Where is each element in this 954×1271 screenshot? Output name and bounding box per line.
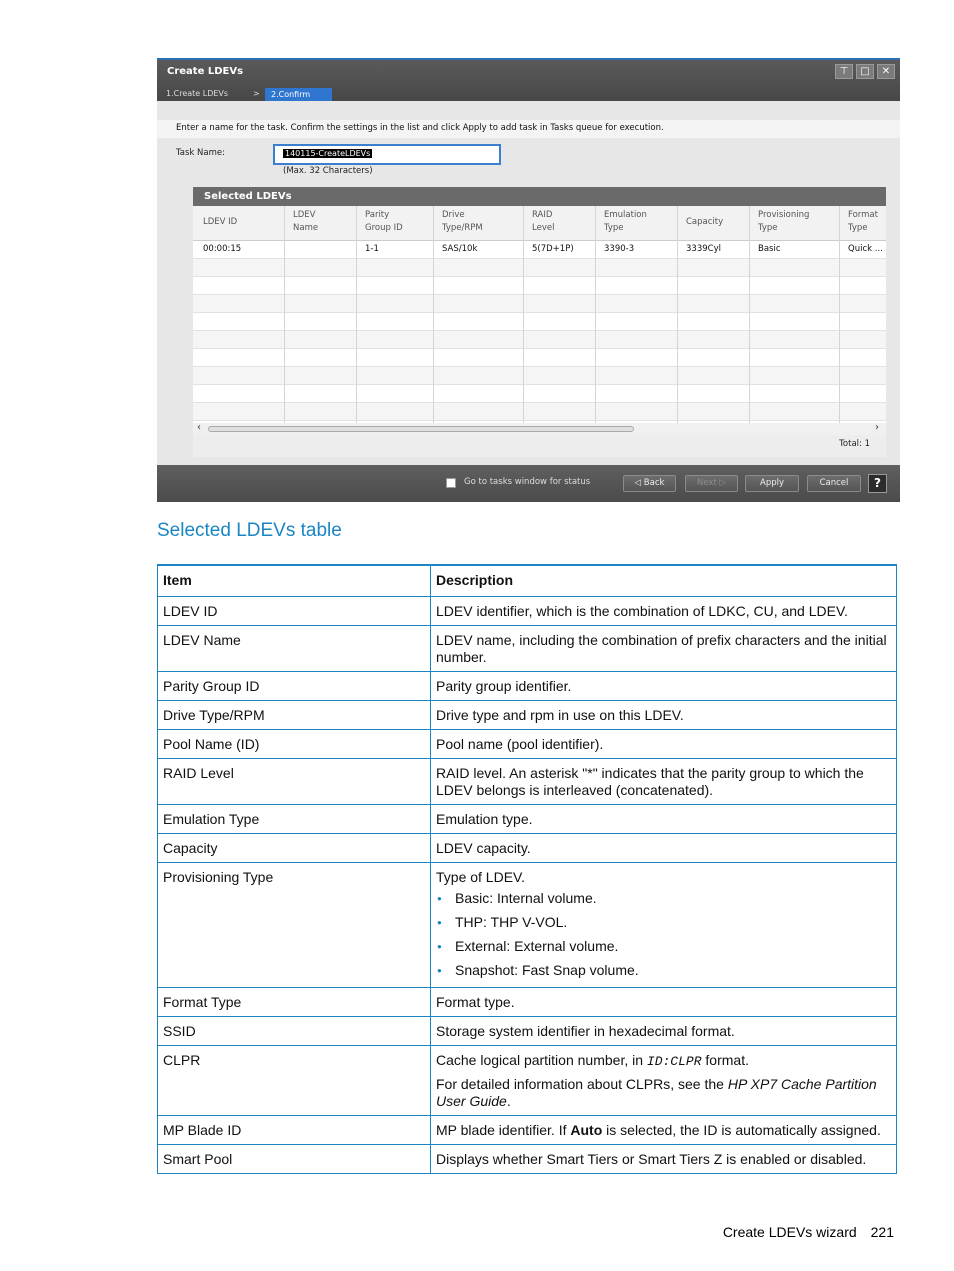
task-name-label: Task Name: <box>176 148 225 158</box>
col-header-emulation-type[interactable] <box>604 209 647 235</box>
col-header-ldev-id[interactable]: LDEV ID <box>203 217 238 227</box>
col-header-line2: Type <box>848 223 868 233</box>
item-cell: RAID Level <box>158 758 431 804</box>
cell-capacity: 3339Cyl <box>686 244 721 254</box>
item-cell: Capacity <box>158 833 431 862</box>
code-text: ID:CLPR <box>646 1053 702 1069</box>
cancel-button[interactable]: Cancel <box>807 475 861 492</box>
col-header-line2: Group ID <box>365 223 403 233</box>
col-header-capacity[interactable]: Capacity <box>686 217 724 227</box>
description-text <box>436 1052 891 1070</box>
col-header-raid-level[interactable] <box>532 209 554 235</box>
grid-col-divider <box>678 206 750 423</box>
close-icon[interactable]: ✕ <box>877 64 895 79</box>
col-header-line2: Level <box>532 223 555 233</box>
item-cell: LDEV Name <box>158 625 431 671</box>
description-cell <box>431 862 897 987</box>
text-run: MP blade identifier. If <box>436 1121 571 1138</box>
table-row <box>158 625 897 671</box>
step-create-ldevs[interactable]: 1.Create LDEVs <box>166 89 229 98</box>
item-cell: Provisioning Type <box>158 862 431 987</box>
scroll-left-icon[interactable]: ‹ <box>197 422 201 433</box>
table-row <box>158 987 897 1016</box>
grid-col-divider <box>193 206 285 423</box>
text-run: . <box>506 1092 511 1109</box>
scroll-thumb[interactable] <box>208 426 634 432</box>
item-cell: Emulation Type <box>158 804 431 833</box>
list-item: ● THP: THP V-VOL. <box>436 914 891 931</box>
table-row <box>158 671 897 700</box>
table-row <box>158 1045 897 1115</box>
item-cell: Smart Pool <box>158 1144 431 1173</box>
description-cell: Drive type and rpm in use on this LDEV. <box>431 700 897 729</box>
description-cell: Storage system identifier in hexadecimal format. <box>431 1016 897 1045</box>
go-to-tasks-checkbox[interactable] <box>446 478 456 488</box>
col-header-line1: Emulation <box>604 210 647 220</box>
table-row <box>158 729 897 758</box>
col-header-ldev-name[interactable] <box>293 209 318 235</box>
dialog-header <box>157 58 900 101</box>
help-button[interactable]: ? <box>868 474 887 493</box>
text-run: format. <box>701 1051 749 1068</box>
description-cell: Pool name (pool identifier). <box>431 729 897 758</box>
next-label: Next <box>696 478 717 488</box>
total-count: Total: 1 <box>839 439 870 449</box>
table-row <box>158 862 897 987</box>
grid-col-divider <box>596 206 678 423</box>
maximize-icon[interactable]: □ <box>856 64 874 79</box>
description-cell: Parity group identifier. <box>431 671 897 700</box>
list-item: ● Basic: Internal volume. <box>436 890 891 907</box>
table-row <box>158 758 897 804</box>
apply-button[interactable]: Apply <box>745 475 799 492</box>
col-header-provisioning-type[interactable] <box>758 209 809 235</box>
bold-text: Auto <box>570 1121 603 1138</box>
grid-col-divider <box>357 206 434 423</box>
pin-icon[interactable]: ⊤ <box>835 64 853 79</box>
table-row <box>158 700 897 729</box>
instruction-text: Enter a name for the task. Confirm the settings in the list and click Apply to add task in Tasks queue for execution. <box>176 123 664 133</box>
text-run: is selected, the ID is automatically assigned. <box>602 1121 881 1138</box>
task-name-value: 140115-CreateLDEVs <box>285 149 371 158</box>
table-row <box>158 804 897 833</box>
cell-drive-type: SAS/10k <box>442 244 478 254</box>
header-description: Description <box>431 565 897 596</box>
table-row <box>158 1115 897 1144</box>
table-row <box>158 1016 897 1045</box>
list-item: ● External: External volume. <box>436 938 891 955</box>
cell-provisioning-type: Basic <box>758 244 781 254</box>
step-separator: > <box>253 89 260 98</box>
col-header-line1: Format <box>848 210 878 220</box>
section-title: Selected LDEVs table <box>157 520 342 541</box>
col-header-line1: Parity <box>365 210 390 220</box>
horizontal-scrollbar[interactable] <box>193 423 886 435</box>
grid-col-divider <box>524 206 596 423</box>
task-name-input[interactable] <box>273 144 501 165</box>
list-item: ● Snapshot: Fast Snap volume. <box>436 962 891 979</box>
description-cell: RAID level. An asterisk "*" indicates that the parity group to which the LDEV belongs is interleaved (concatenated). <box>431 758 897 804</box>
description-cell: LDEV name, including the combination of prefix characters and the initial number. <box>431 625 897 671</box>
back-button[interactable]: ◁ Back <box>623 475 676 492</box>
item-cell: MP Blade ID <box>158 1115 431 1144</box>
item-cell: Drive Type/RPM <box>158 700 431 729</box>
grid-col-divider <box>750 206 840 423</box>
selected-ldevs-description-table <box>157 564 897 1174</box>
item-cell: Format Type <box>158 987 431 1016</box>
table-row <box>158 1144 897 1173</box>
header-item: Item <box>158 565 431 596</box>
description-cell: Format type. <box>431 987 897 1016</box>
col-header-line2: Type/RPM <box>442 223 483 233</box>
selected-ldevs-grid <box>193 206 886 423</box>
cell-parity-group: 1-1 <box>365 244 379 254</box>
cell-emulation-type: 3390-3 <box>604 244 635 254</box>
description-cell: LDEV capacity. <box>431 833 897 862</box>
page-number: 221 <box>870 1224 894 1240</box>
grid-col-divider <box>285 206 357 423</box>
description-text: Type of LDEV. <box>436 868 525 885</box>
text-run: For detailed information about CLPRs, see the <box>436 1075 728 1092</box>
item-cell: CLPR <box>158 1045 431 1115</box>
step-confirm: 2.Confirm <box>265 88 332 101</box>
col-header-line1: Drive <box>442 210 465 220</box>
table-row <box>158 833 897 862</box>
col-header-line1: Provisioning <box>758 210 810 220</box>
col-header-line2: Name <box>293 223 319 233</box>
item-cell: LDEV ID <box>158 596 431 625</box>
selected-ldevs-title: Selected LDEVs <box>193 187 886 206</box>
col-header-drive-type[interactable] <box>442 209 483 235</box>
col-header-line1: RAID <box>532 210 553 220</box>
text-run: Cache logical partition number, in <box>436 1051 647 1068</box>
description-cell <box>431 1115 897 1144</box>
description-cell: Displays whether Smart Tiers or Smart Tiers Z is enabled or disabled. <box>431 1144 897 1173</box>
guide-title: HP XP7 Cache Partition User Guide <box>436 1075 877 1109</box>
page-footer <box>723 1224 894 1240</box>
dialog-footer <box>157 465 900 502</box>
dialog-title: Create LDEVs <box>167 66 244 77</box>
description-cell: Emulation type. <box>431 804 897 833</box>
go-to-tasks-label: Go to tasks window for status <box>464 477 591 487</box>
selected-ldevs-panel <box>193 187 886 457</box>
table-header-row <box>158 565 897 596</box>
grid-col-divider <box>434 206 524 423</box>
description-cell: LDEV identifier, which is the combination of LDKC, CU, and LDEV. <box>431 596 897 625</box>
col-header-line2: Type <box>758 223 778 233</box>
next-button[interactable]: Next ▷ <box>685 475 738 492</box>
col-header-line1: LDEV <box>293 210 316 220</box>
task-name-hint: (Max. 32 Characters) <box>283 166 373 176</box>
scroll-right-icon[interactable]: › <box>875 422 879 433</box>
table-row <box>158 596 897 625</box>
cell-format-type: Quick ... <box>848 244 883 254</box>
col-header-format-type[interactable] <box>848 209 878 235</box>
col-header-line2: Type <box>604 223 624 233</box>
description-text <box>436 1076 891 1110</box>
cell-raid-level: 5(7D+1P) <box>532 244 574 254</box>
chapter-title: Create LDEVs wizard <box>722 1224 857 1240</box>
description-cell <box>431 1045 897 1115</box>
col-header-parity-group[interactable] <box>365 209 403 235</box>
provisioning-type-list <box>436 890 891 979</box>
cell-ldev-id: 00:00:15 <box>203 244 242 254</box>
back-label: Back <box>643 478 665 488</box>
item-cell: SSID <box>158 1016 431 1045</box>
item-cell: Parity Group ID <box>158 671 431 700</box>
create-ldevs-dialog <box>157 58 900 502</box>
item-cell: Pool Name (ID) <box>158 729 431 758</box>
